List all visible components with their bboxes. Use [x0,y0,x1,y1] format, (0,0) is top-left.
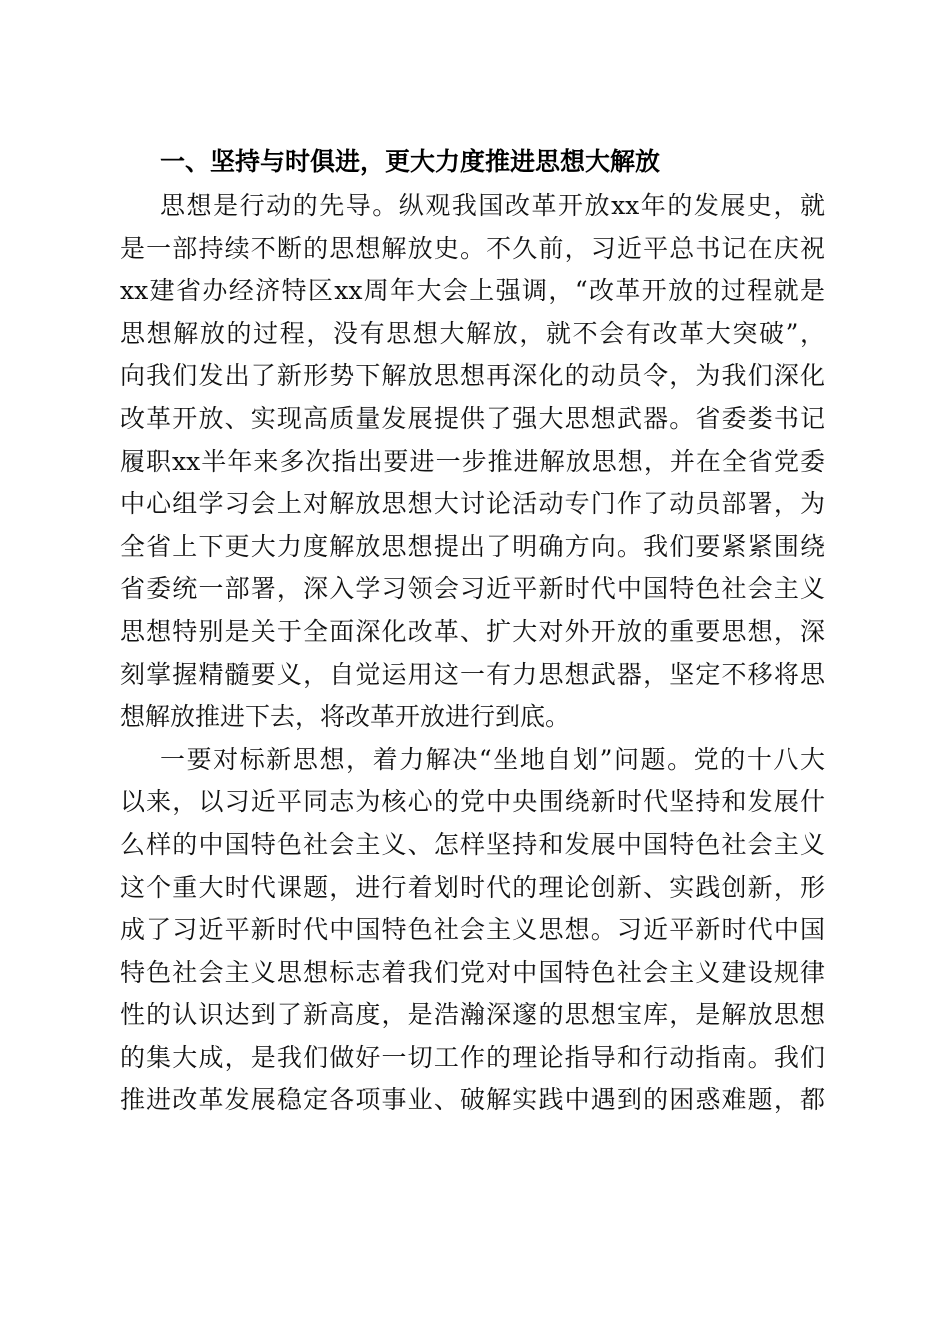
section-heading: 一、坚持与时俱进，更大力度推进思想大解放 [160,147,661,176]
paragraph-container [120,185,825,1122]
paragraph-line: 的集大成，是我们做好一切工作的理论指导和行动指南。我们 [120,1042,825,1072]
body-paragraph [120,739,825,1122]
paragraph-line: 思想解放的过程，没有思想大解放，就不会有改革大突破”， [120,318,825,348]
paragraph-line: 向我们发出了新形势下解放思想再深化的动员令，为我们深化 [120,361,825,391]
paragraph-line: xx建省办经济特区xx周年大会上强调，“改革开放的过程就是 [120,276,825,306]
paragraph-line: 省委统一部署，深入学习领会习近平新时代中国特色社会主义 [120,574,825,604]
paragraph-line: 推进改革发展稳定各项事业、破解实践中遇到的困惑难题，都 [120,1085,825,1115]
paragraph-line: 以来，以习近平同志为核心的党中央围绕新时代坚持和发展什 [120,787,825,817]
paragraph-line: 成了习近平新时代中国特色社会主义思想。习近平新时代中国 [120,915,825,945]
paragraph-line: 么样的中国特色社会主义、怎样坚持和发展中国特色社会主义 [120,829,825,859]
paragraph-line: 是一部持续不断的思想解放史。不久前，习近平总书记在庆祝 [120,233,825,263]
paragraph-line: 履职xx半年来多次指出要进一步推进解放思想，并在全省党委 [120,446,825,476]
paragraph-line: 刻掌握精髓要义，自觉运用这一有力思想武器，坚定不移将思 [120,659,825,689]
paragraph-line: 特色社会主义思想标志着我们党对中国特色社会主义建设规律 [120,957,825,987]
paragraph-line: 性的认识达到了新高度，是浩瀚深邃的思想宝库，是解放思想 [120,1000,825,1030]
paragraph-line: 思想特别是关于全面深化改革、扩大对外开放的重要思想，深 [120,616,825,646]
paragraph-line: 思想是行动的先导。纵观我国改革开放xx年的发展史，就 [160,191,825,220]
body-paragraph [120,185,825,739]
paragraph-line: 一要对标新思想，着力解决“坐地自划”问题。党的十八大 [160,744,825,774]
paragraph-line: 想解放推进下去，将改革开放进行到底。 [120,702,571,732]
document-body [120,138,825,1122]
paragraph-line: 改革开放、实现高质量发展提供了强大思想武器。省委娄书记 [120,403,825,433]
paragraph-line: 这个重大时代课题，进行着划时代的理论创新、实践创新，形 [120,872,825,902]
paragraph-line: 中心组学习会上对解放思想大讨论活动专门作了动员部署，为 [120,489,825,519]
paragraph-line: 全省上下更大力度解放思想提出了明确方向。我们要紧紧围绕 [120,531,825,561]
